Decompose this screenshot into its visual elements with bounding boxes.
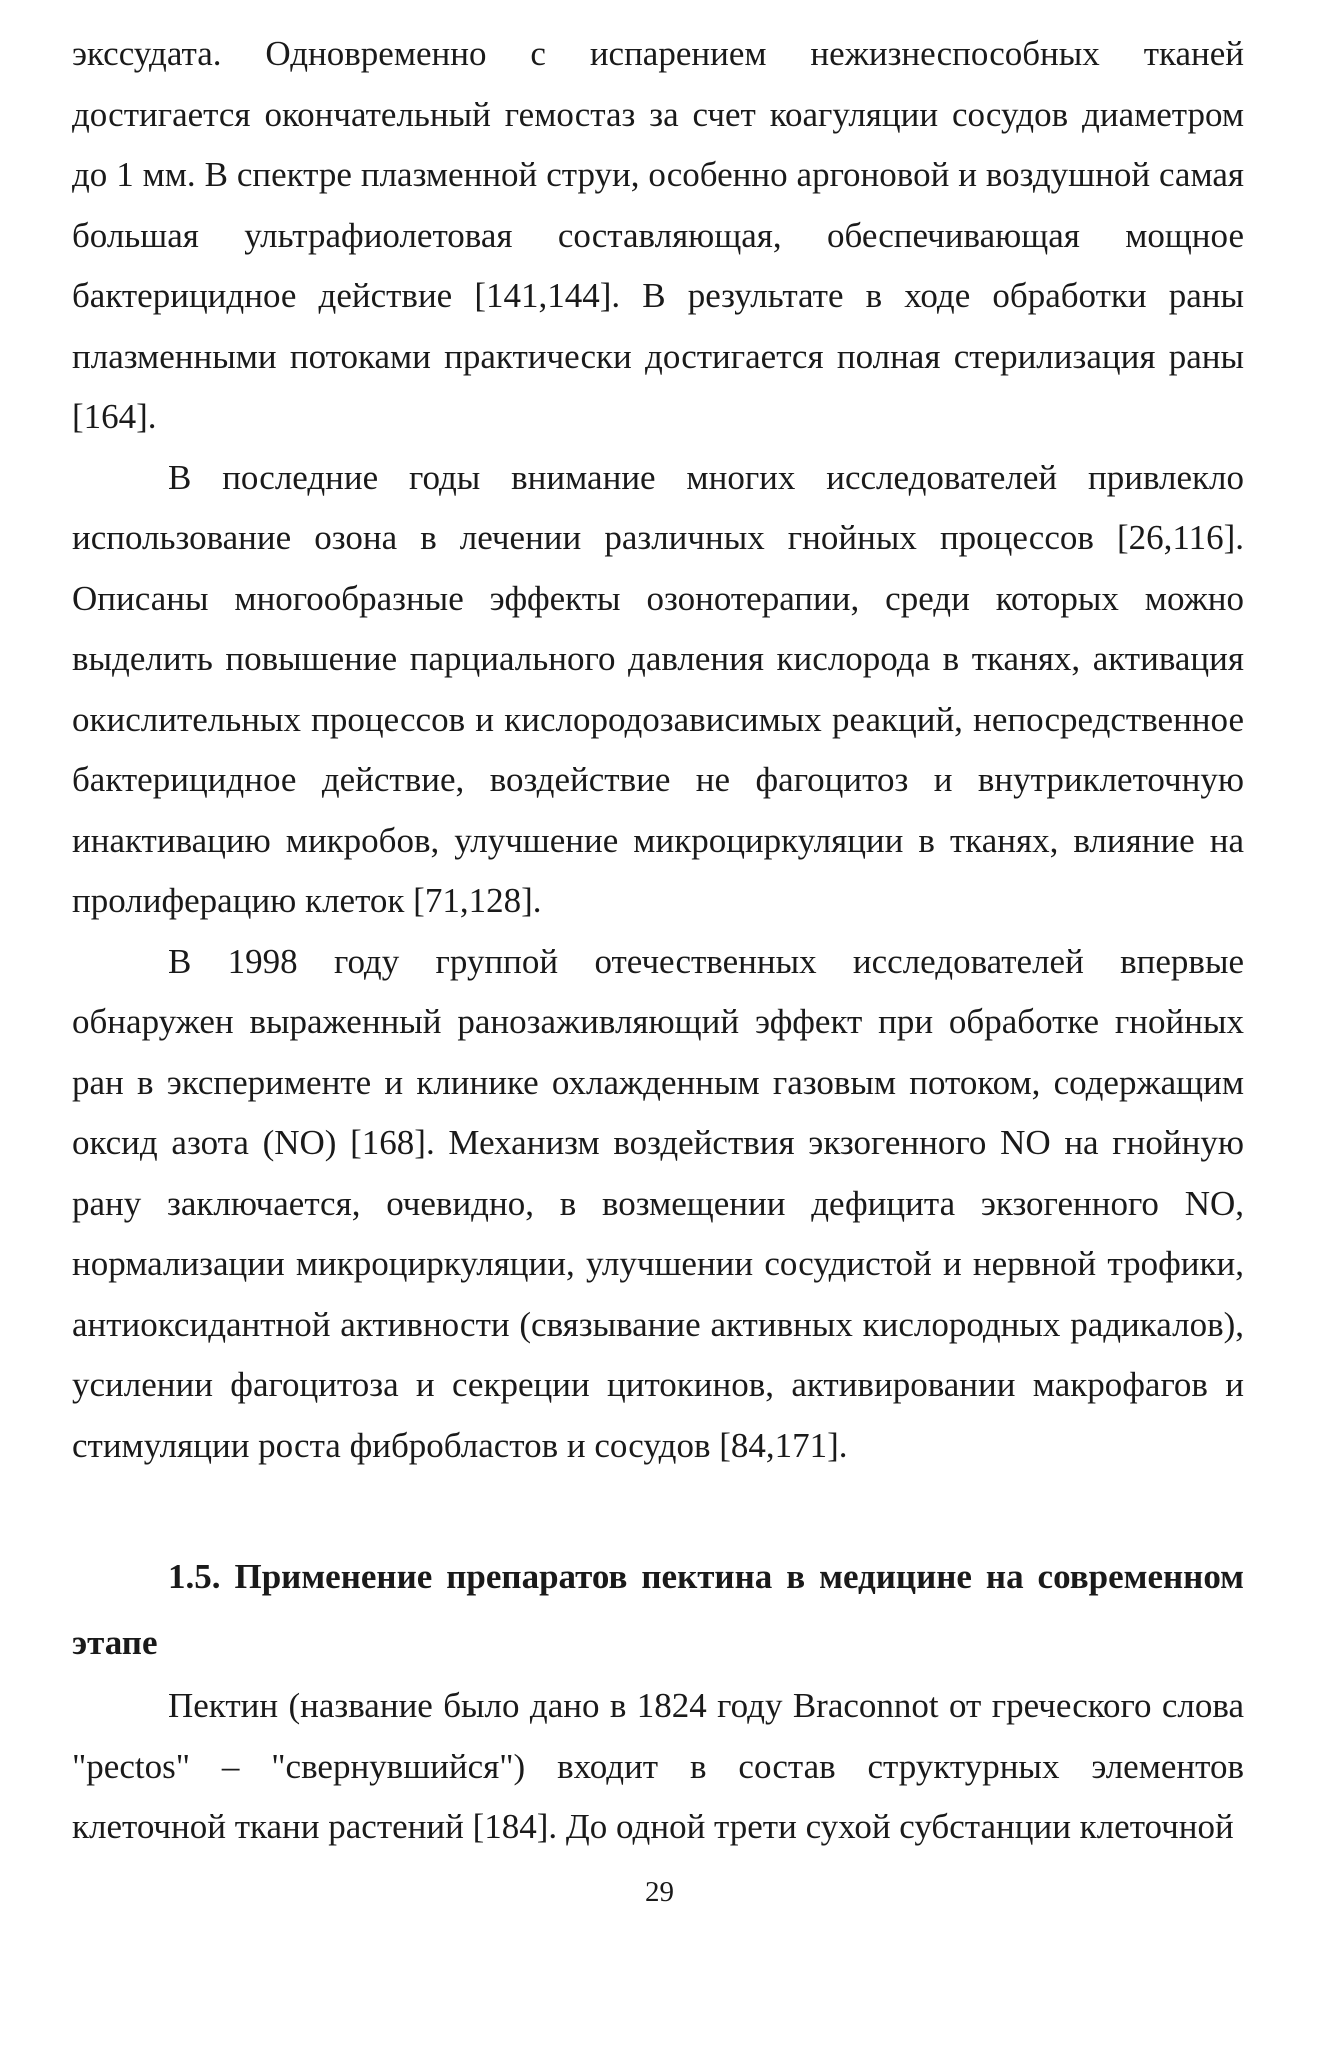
section-heading: 1.5. Применение препаратов пектина в медицине на современном этапе xyxy=(72,1557,1244,1662)
paragraph-nitric-oxide: В 1998 году группой отечественных исследователей впервые обнаружен выраженный ранозаживляющий эффект при обработке гнойных ран в эксперименте и клинике охлажденным газовым потоком, содержащим оксид азота (NO) [168]. Механизм воздействия экзогенного NO на гнойную рану заключается, очевидно, в возмещении дефицита экзогенного NO, нормализации микроциркуляции, улучшении сосудистой и нервной трофики, антиоксидантной активности (связывание активных кислородных радикалов), усилении фагоцитоза и секреции цитокинов, активировании макрофагов и стимуляции роста фибробластов и сосудов [84,171]. xyxy=(72,941,1244,1465)
page-number: 29 xyxy=(645,1876,674,1908)
paragraph-pectin: Пектин (название было дано в 1824 году Braconnot от греческого слова "pectos" – "свернувшийся") входит в состав структурных элементов клеточной ткани растений [184]. До одной трети сухой субстанции клеточной xyxy=(72,1686,1244,1846)
document-page xyxy=(72,24,1244,1858)
paragraph-ozone: В последние годы внимание многих исследователей привлекло использование озона в лечении различных гнойных процессов [26,116]. Описаны многообразные эффекты озонотерапии, среди которых можно выделить повышение парциального давления кислорода в тканях, активация окислительных процессов и кислородозависимых реакций, непосредственное бактерицидное действие, воздействие не фагоцитоз и внутриклеточную инактивацию микробов, улучшение микроциркуляции в тканях, влияние на пролиферацию клеток [71,128]. xyxy=(72,457,1244,920)
paragraph-continuation: экссудата. Одновременно с испарением нежизнеспособных тканей достигается окончательный гемостаз за счет коагуляции сосудов диаметром до 1 мм. В спектре плазменной струи, особенно аргоновой и воздушной самая большая ультрафиолетовая составляющая, обеспечивающая мощное бактерицидное действие [141,144]. В результате в ходе обработки раны плазменными потоками практически достигается полная стерилизация раны [164]. xyxy=(72,34,1244,436)
